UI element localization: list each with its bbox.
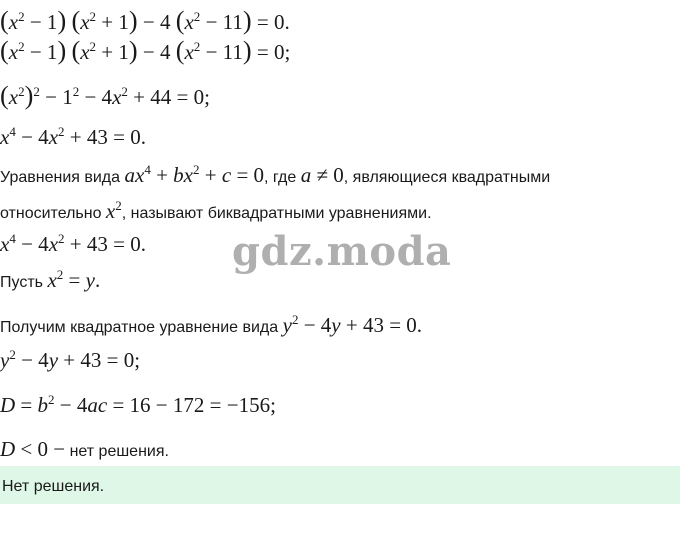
conclusion-line: D < 0 − нет решения. [0, 437, 169, 461]
definition-text-start: Уравнения вида [0, 169, 121, 186]
substitution-text: Пусть [0, 274, 43, 291]
equation-line-2: $(x^2 - 1) (x^2 + 1) - 4$ $(x^2 - 11) = 0$; [0, 36, 291, 65]
discriminant-line: $D = b^2 - 4ac = 16 - 172 = -156$; [0, 391, 276, 417]
substitution-line: Пусть $x^2 = y$. [0, 266, 101, 292]
conclusion-text: нет решения. [69, 443, 169, 460]
equation-line-1: $(x^2 - 1) (x^2 + 1) - 4$ $(x^2 - 11) = 0$. [0, 6, 290, 35]
definition-text-end: , являющиеся квадратными [343, 169, 551, 186]
equation-line-4: $x^4 - 4x^2 + 43 = 0$. [0, 123, 146, 149]
answer-box [0, 466, 680, 504]
definition-text-biquadratic: , называют биквадратными уравнениями. [121, 205, 432, 222]
watermark-logo: gdz.moda [232, 228, 452, 275]
definition-line-2: относительно $x^2$, называют биквадратными уравнениями. [0, 197, 432, 223]
definition-text-relative: относительно [0, 205, 102, 222]
definition-line-1: Уравнения вида $ax^4 + bx^2 + c = 0$, где a ≠ 0, являющиеся квадратными [0, 161, 551, 187]
answer-text: Нет решения. [2, 478, 105, 495]
quadratic-intro-line: Получим квадратное уравнение вида $y^2 - 4y + 43 = 0$. [0, 311, 423, 337]
equation-line-6: $y^2 - 4y + 43 = 0$; [0, 346, 141, 372]
equation-line-5: $x^4 - 4x^2 + 43 = 0$. [0, 230, 146, 256]
quadratic-intro-text: Получим квадратное уравнение вида [0, 319, 279, 336]
definition-text-where: , где [264, 169, 297, 186]
equation-line-3: $(x^2)^2 - 1^2 - 4x^2 + 44 = 0$; [0, 81, 210, 110]
